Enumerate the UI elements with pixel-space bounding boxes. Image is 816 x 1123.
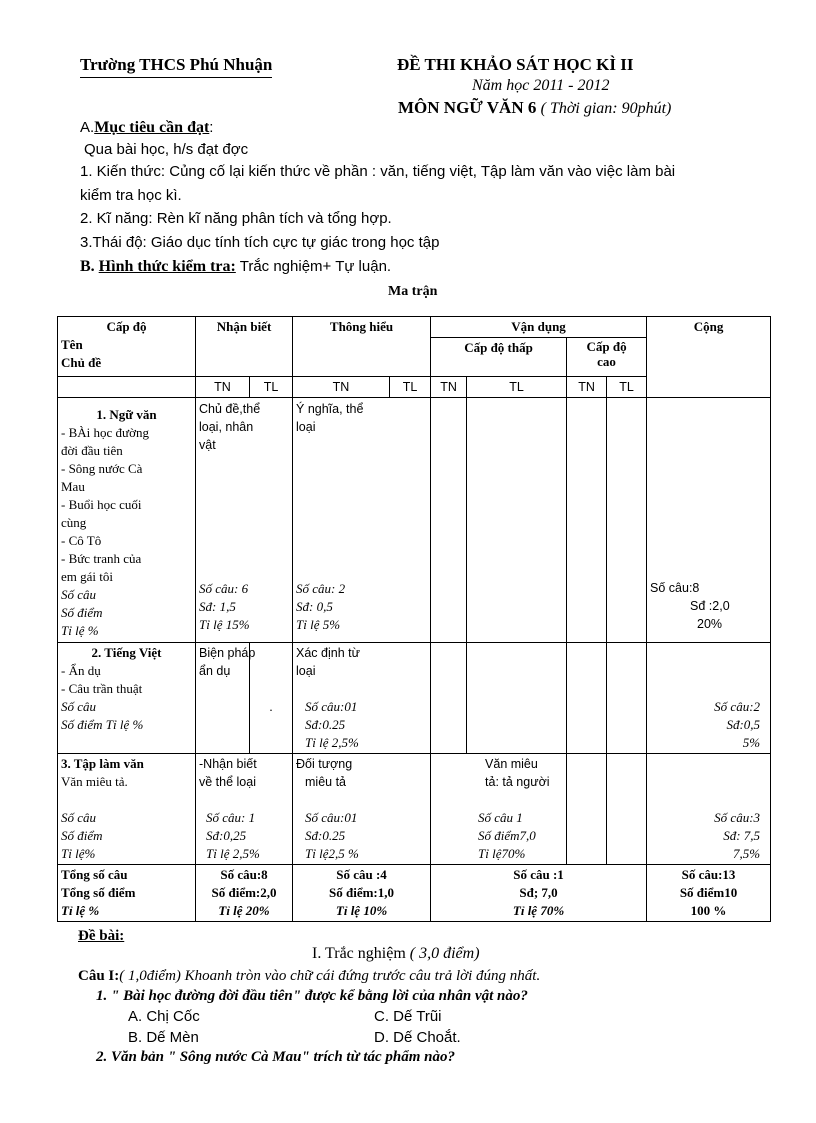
section-title-text: I. Trắc nghiệm bbox=[312, 945, 406, 962]
row2-total-score: Sđ:0,5 bbox=[726, 717, 761, 732]
objective-knowledge: 1. Kiến thức: Củng cố lại kiến thức về phần : văn, tiếng việt, Tập làm văn vào việc làm bài bbox=[80, 163, 676, 180]
row1-item: - Bức tranh của bbox=[61, 551, 142, 566]
row2-high-tl bbox=[607, 643, 647, 754]
sub-question-2: 2. Văn bản " Sông nước Cà Mau" trích từ tác phẩm nào? bbox=[96, 1049, 456, 1065]
totals-labels bbox=[58, 865, 196, 922]
row3-rec-score: Sđ:0,25 bbox=[206, 828, 247, 843]
row1-item: cùng bbox=[61, 515, 87, 530]
row3-understand bbox=[293, 754, 431, 865]
row3-total-score: Sđ: 7,5 bbox=[723, 828, 761, 843]
totals-rec-score: Số điểm:2,0 bbox=[211, 885, 277, 900]
row3-total-count: Số câu:3 bbox=[714, 810, 761, 825]
row3-app-count: Số câu 1 bbox=[478, 810, 523, 825]
header-understand: Thông hiểu bbox=[293, 317, 431, 377]
header-total: Cộng bbox=[647, 317, 771, 398]
totals-und-score: Số điểm:1,0 bbox=[329, 885, 395, 900]
low-tn: TN bbox=[431, 377, 467, 398]
school-name: Trường THCS Phú Nhuận bbox=[80, 55, 273, 74]
row2-title: 2. Tiếng Việt bbox=[91, 645, 162, 660]
row2-low-tn bbox=[431, 643, 467, 754]
totals-app-score: Sđ; 7,0 bbox=[519, 885, 558, 900]
row1-und-ratio: Tỉ lệ 5% bbox=[296, 617, 341, 632]
objective-attitude: 3.Thái độ: Giáo dục tính tích cực tự giác trong học tập bbox=[80, 234, 440, 251]
row1-label: Số câu bbox=[61, 587, 97, 602]
row1-rec-text: Chủ đề,thể bbox=[199, 402, 261, 416]
row1-total bbox=[647, 398, 771, 643]
row1-understand bbox=[293, 398, 431, 643]
row3-apply bbox=[431, 754, 567, 865]
row2-und-text: Xác định từ bbox=[296, 646, 360, 660]
row1-item: - Cô Tô bbox=[61, 533, 102, 548]
row1-label: Tỉ lệ % bbox=[61, 623, 99, 638]
row2-und-count: Số câu:01 bbox=[305, 699, 358, 714]
row3-und-text: Đối tượng bbox=[296, 757, 353, 771]
row3-recognize bbox=[196, 754, 293, 865]
header-recognize: Nhận biết bbox=[196, 317, 293, 377]
exam-heading: Đề bài: bbox=[78, 928, 125, 944]
row3-high-tn bbox=[567, 754, 607, 865]
objectives-intro: Qua bài học, h/s đạt đợc bbox=[84, 141, 249, 158]
section-title bbox=[312, 945, 480, 963]
row3-high-tl bbox=[607, 754, 647, 865]
subject-name: MÔN NGỮ VĂN 6 bbox=[398, 98, 537, 117]
row3-rec-count: Số câu: 1 bbox=[206, 810, 256, 825]
totals-rec-ratio: Tỉ lệ 20% bbox=[218, 903, 270, 918]
header-topic: Chủ đề bbox=[61, 355, 102, 370]
row2-item: - Câu trần thuật bbox=[61, 681, 143, 696]
rec-tn: TN bbox=[196, 377, 250, 398]
row2-low-tl bbox=[467, 643, 567, 754]
sub-question-1: 1. " Bài học đường đời đầu tiên" được kể bằng lời của nhân vật nào? bbox=[96, 988, 528, 1004]
subject-line bbox=[398, 98, 671, 118]
question-1-label: Câu I: bbox=[78, 968, 120, 984]
totals-und-ratio: Tỉ lệ 10% bbox=[335, 903, 388, 918]
row2-rec-text: Biện pháp bbox=[199, 646, 256, 660]
low-tl: TL bbox=[467, 377, 567, 398]
matrix-row-tieng-viet bbox=[58, 643, 771, 754]
row1-und-text: loại bbox=[296, 420, 316, 434]
totals-label-count: Tổng số câu bbox=[61, 867, 128, 882]
school-year: Năm học 2011 - 2012 bbox=[472, 77, 610, 94]
row1-high-tn bbox=[567, 398, 607, 643]
row1-label: Số điểm bbox=[61, 605, 103, 620]
row1-title: 1. Ngữ văn bbox=[96, 407, 157, 422]
row3-label: Số câu bbox=[61, 810, 97, 825]
matrix-table bbox=[57, 316, 771, 922]
row2-rec-tl bbox=[250, 643, 293, 754]
row3-app-text: tả: tả người bbox=[485, 775, 550, 789]
header-low: Cấp độ thấp bbox=[431, 338, 567, 377]
row1-low-tl bbox=[467, 398, 567, 643]
exam-form bbox=[80, 258, 391, 276]
totals-all-score: Số điểm10 bbox=[679, 885, 738, 900]
row1-und-count: Số câu: 2 bbox=[296, 581, 346, 596]
row1-item: - Sông nước Cà bbox=[61, 461, 143, 476]
row2-total-count: Số câu:2 bbox=[714, 699, 761, 714]
option-b: B. Dế Mèn bbox=[128, 1029, 199, 1046]
form-prefix: B. bbox=[80, 258, 99, 275]
row2-dot: . bbox=[269, 699, 273, 714]
totals-app-ratio: Tỉ lệ 70% bbox=[512, 903, 565, 918]
objectives-prefix: A. bbox=[80, 119, 95, 136]
row3-rec-ratio: Tỉ lệ 2,5% bbox=[206, 846, 260, 861]
row1-recognize bbox=[196, 398, 293, 643]
row1-rec-text: loại, nhân bbox=[199, 420, 254, 434]
row2-und-ratio: Tỉ lệ 2,5% bbox=[305, 735, 359, 750]
form-label: Hình thức kiểm tra: bbox=[98, 258, 236, 275]
row1-rec-score: Sđ: 1,5 bbox=[199, 599, 236, 614]
row1-item: em gái tôi bbox=[61, 569, 113, 584]
row2-recognize bbox=[196, 643, 256, 754]
row1-total-score: Sđ :2,0 bbox=[690, 599, 730, 613]
und-tl: TL bbox=[390, 377, 431, 398]
objective-knowledge-cont: kiểm tra học kì. bbox=[80, 187, 182, 204]
totals-app-count: Số câu :1 bbox=[513, 867, 564, 882]
matrix-header-row bbox=[58, 317, 771, 338]
row3-rec-text: -Nhận biết bbox=[199, 757, 257, 771]
header-level-cell bbox=[58, 317, 196, 377]
header-high-2: cao bbox=[597, 354, 616, 369]
objectives-title: Mục tiêu cần đạt bbox=[94, 119, 210, 136]
row1-und-score: Sđ: 0,5 bbox=[296, 599, 333, 614]
tntl-empty bbox=[58, 377, 196, 398]
header-level: Cấp độ bbox=[106, 319, 147, 334]
row2-high-tn bbox=[567, 643, 607, 754]
row1-low-tn bbox=[431, 398, 467, 643]
row3-app-ratio: Tỉ lệ70% bbox=[478, 846, 526, 861]
objectives-colon: : bbox=[209, 119, 214, 136]
option-a: A. Chị Cốc bbox=[128, 1008, 200, 1025]
totals-und-count: Số câu :4 bbox=[336, 867, 387, 882]
rec-tl: TL bbox=[250, 377, 293, 398]
totals-recognize bbox=[196, 865, 293, 922]
row2-rec-text: ẩn dụ bbox=[199, 664, 231, 678]
row3-app-score: Số điểm7,0 bbox=[478, 828, 536, 843]
high-tl: TL bbox=[607, 377, 647, 398]
row2-label: Số điểm Tỉ lệ % bbox=[61, 717, 144, 732]
school-name-underline bbox=[80, 77, 272, 78]
row2-und-text: loại bbox=[296, 664, 316, 678]
header-name: Tên bbox=[61, 337, 83, 352]
totals-all-ratio: 100 % bbox=[690, 903, 727, 918]
header-high-cell bbox=[567, 338, 647, 377]
objective-skill: 2. Kĩ năng: Rèn kĩ năng phân tích và tổng hợp. bbox=[80, 210, 392, 227]
row3-title: 3. Tập làm văn bbox=[61, 756, 144, 771]
option-c: C. Dế Trũi bbox=[374, 1008, 442, 1025]
row2-total bbox=[647, 643, 771, 754]
section-points: ( 3,0 điểm) bbox=[405, 945, 480, 962]
row3-label: Số điểm bbox=[61, 828, 103, 843]
totals-all bbox=[647, 865, 771, 922]
row1-item: - BÀi học đường bbox=[61, 425, 149, 440]
row2-total-ratio: 5% bbox=[742, 735, 761, 750]
row1-total-ratio: 20% bbox=[697, 617, 723, 631]
objectives-heading bbox=[80, 119, 213, 137]
row3-total-ratio: 7,5% bbox=[732, 846, 761, 861]
und-tn: TN bbox=[293, 377, 390, 398]
row2-label: Số câu bbox=[61, 699, 97, 714]
matrix-title: Ma trận bbox=[388, 284, 438, 299]
row1-rec-count: Số câu: 6 bbox=[199, 581, 249, 596]
row3-rec-text: về thể loại bbox=[199, 775, 256, 789]
totals-understand bbox=[293, 865, 431, 922]
row2-item: - Ẩn dụ bbox=[61, 663, 101, 678]
row3-und-count: Số câu:01 bbox=[305, 810, 358, 825]
row1-high-tl bbox=[607, 398, 647, 643]
row1-rec-text: vật bbox=[199, 438, 216, 452]
row1-und-text: Ý nghĩa, thể bbox=[296, 402, 364, 416]
row3-total bbox=[647, 754, 771, 865]
row1-item: Mau bbox=[61, 479, 85, 494]
row3-und-ratio: Tỉ lệ2,5 % bbox=[305, 846, 359, 861]
row3-item: Văn miêu tả. bbox=[61, 774, 128, 789]
exam-duration: ( Thời gian: 90phút) bbox=[540, 100, 672, 117]
row1-total-count: Số câu:8 bbox=[650, 581, 700, 595]
header-high-1: Cấp độ bbox=[586, 339, 627, 354]
totals-rec-count: Số câu:8 bbox=[220, 867, 268, 882]
totals-label-score: Tổng số điểm bbox=[61, 885, 136, 900]
row3-und-text: miêu tả bbox=[305, 775, 347, 789]
row3-topic bbox=[58, 754, 196, 865]
header-apply: Vận dụng bbox=[431, 317, 647, 338]
row2-understand bbox=[293, 643, 431, 754]
matrix-row-tap-lam-van bbox=[58, 754, 771, 865]
row1-item: - Buổi học cuối bbox=[61, 497, 142, 512]
high-tn: TN bbox=[567, 377, 607, 398]
row3-label: Tỉ lệ% bbox=[61, 846, 96, 861]
row2-und-score: Sđ:0.25 bbox=[305, 717, 346, 732]
question-1-text: ( 1,0điểm) Khoanh tròn vào chữ cái đứng trước câu trả lời đúng nhất. bbox=[119, 968, 541, 984]
row1-topic bbox=[58, 398, 196, 643]
exam-title: ĐỀ THI KHẢO SÁT HỌC KÌ II bbox=[397, 55, 634, 74]
form-value: Trắc nghiệm+ Tự luận. bbox=[235, 258, 392, 275]
totals-apply bbox=[431, 865, 647, 922]
row3-und-score: Sđ:0.25 bbox=[305, 828, 346, 843]
row1-item: đời đầu tiên bbox=[61, 443, 123, 458]
option-d: D. Dế Choắt. bbox=[374, 1029, 461, 1046]
row3-app-text: Văn miêu bbox=[485, 757, 538, 771]
row2-topic bbox=[58, 643, 196, 754]
totals-all-count: Số câu:13 bbox=[681, 867, 736, 882]
row1-rec-ratio: Tỉ lệ 15% bbox=[199, 617, 250, 632]
matrix-row-ngu-van bbox=[58, 398, 771, 643]
matrix-totals-row bbox=[58, 865, 771, 922]
question-1 bbox=[78, 968, 540, 985]
totals-label-ratio: Tỉ lệ % bbox=[61, 903, 100, 918]
